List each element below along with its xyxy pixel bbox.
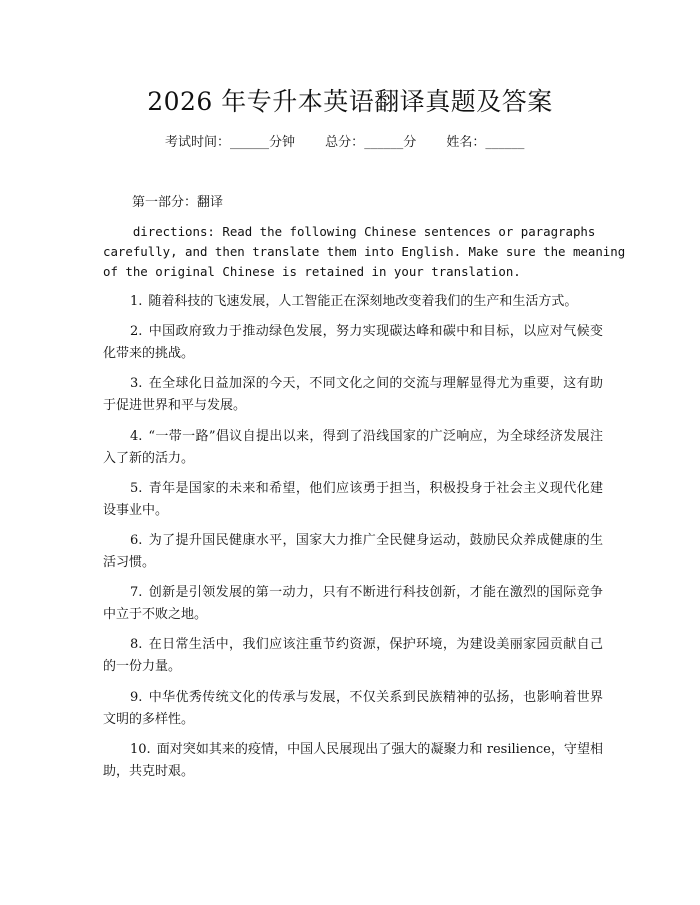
question-number: 9. bbox=[130, 689, 143, 705]
exam-time-blank: ______ bbox=[230, 135, 270, 150]
question-number: 5. bbox=[130, 480, 143, 496]
exam-time-group bbox=[165, 135, 295, 150]
question-text: 在日常生活中，我们应该注重节约资源，保护环境，为建设美丽家园贡献自己的一份力量。 bbox=[103, 637, 603, 675]
name-group bbox=[446, 135, 524, 150]
question-number: 1. bbox=[130, 294, 143, 309]
question-item bbox=[103, 530, 603, 574]
name-blank: ______ bbox=[485, 135, 525, 150]
question-number: 10. bbox=[130, 741, 151, 757]
question-number: 6. bbox=[130, 532, 143, 548]
exam-time-unit: 分钟 bbox=[269, 135, 296, 150]
question-list bbox=[103, 291, 603, 791]
question-item bbox=[103, 373, 603, 417]
question-text: 创新是引领发展的第一动力，只有不断进行科技创新，才能在激烈的国际竞争中立于不败之地。 bbox=[103, 585, 603, 623]
document-title: 2026 年专升本英语翻译真题及答案 bbox=[147, 87, 553, 116]
question-text: 随着科技的飞速发展，人工智能正在深刻地改变着我们的生产和生活方式。 bbox=[148, 294, 578, 309]
question-text: 中华优秀传统文化的传承与发展，不仅关系到民族精神的弘扬，也影响着世界文明的多样性。 bbox=[103, 689, 603, 727]
question-item bbox=[103, 478, 603, 522]
total-score-unit: 分 bbox=[403, 135, 417, 150]
question-item bbox=[103, 426, 603, 470]
question-number: 2. bbox=[130, 324, 143, 340]
question-item bbox=[103, 582, 603, 626]
question-item bbox=[103, 687, 603, 731]
question-item bbox=[103, 739, 603, 783]
question-item bbox=[103, 291, 603, 313]
total-score-group bbox=[325, 135, 416, 150]
total-score-blank: ______ bbox=[364, 135, 404, 150]
directions-line: directions: Read the following Chinese sentences or paragraphs bbox=[103, 224, 596, 239]
exam-time-label: 考试时间： bbox=[165, 135, 231, 150]
section-title: 第一部分：翻译 bbox=[132, 195, 224, 210]
directions-line: of the original Chinese is retained in your translation. bbox=[103, 264, 521, 279]
question-number: 8. bbox=[130, 637, 143, 653]
question-text: 面对突如其来的疫情，中国人民展现出了强大的凝聚力和 resilience，守望相助，共克时艰。 bbox=[103, 741, 603, 779]
question-number: 4. bbox=[130, 428, 143, 444]
total-score-label: 总分： bbox=[325, 135, 365, 150]
question-number: 7. bbox=[130, 585, 143, 601]
exam-info-line bbox=[165, 131, 524, 150]
question-text: “一带一路”倡议自提出以来，得到了沿线国家的广泛响应，为全球经济发展注入了新的活力。 bbox=[103, 428, 603, 466]
name-label: 姓名： bbox=[446, 135, 486, 150]
question-item bbox=[103, 321, 603, 365]
question-text: 为了提升国民健康水平，国家大力推广全民健身运动，鼓励民众养成健康的生活习惯。 bbox=[103, 532, 603, 570]
directions-paragraph bbox=[103, 222, 626, 282]
directions-line: carefully, and then translate them into English. Make sure the meaning bbox=[103, 244, 626, 259]
question-text: 在全球化日益加深的今天，不同文化之间的交流与理解显得尤为重要，这有助于促进世界和平与发展。 bbox=[103, 376, 603, 414]
question-text: 青年是国家的未来和希望，他们应该勇于担当，积极投身于社会主义现代化建设事业中。 bbox=[103, 480, 603, 518]
question-item bbox=[103, 634, 603, 678]
question-number: 3. bbox=[130, 376, 143, 392]
question-text: 中国政府致力于推动绿色发展，努力实现碳达峰和碳中和目标，以应对气候变化带来的挑战。 bbox=[103, 324, 603, 362]
